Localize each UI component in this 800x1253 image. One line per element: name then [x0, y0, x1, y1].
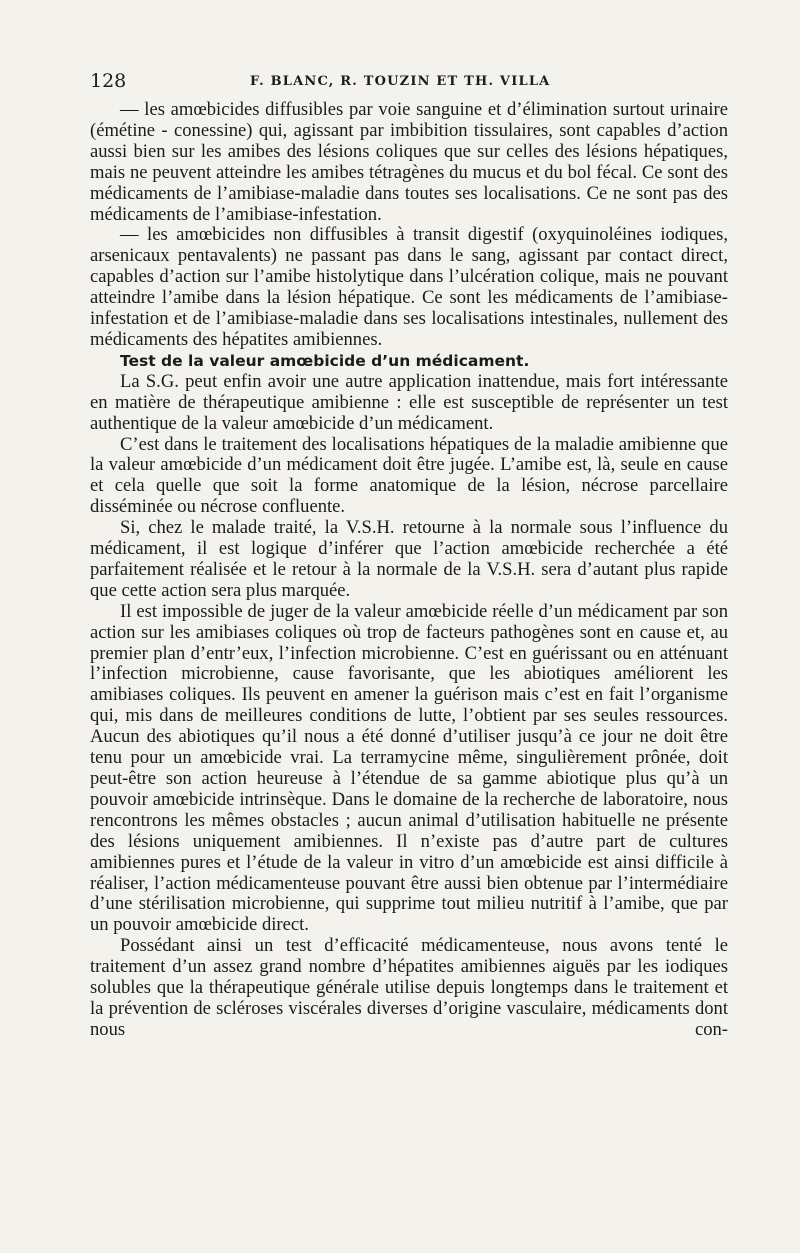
page-header — [90, 70, 730, 94]
body-text — [90, 100, 728, 1041]
paragraph: — les amœbicides diffusibles par voie sanguine et d’élimination surtout urinaire (émétine - conessine) qui, agissant par imbibition tissulaires, sont capables d’action aussi bien sur les amibes des lésions coliques que sur celles des lésions hépatiques, mais ne peuvent atteindre les amibes tétragènes du mucus et du bol fécal. Ce sont des médicaments de l’amibiase-maladie dans toutes ses localisations. Ce ne sont pas des médicaments de l’amibiase-infestation. — [90, 99, 728, 225]
paragraph: La S.G. peut enfin avoir une autre application inattendue, mais fort intéressante en matière de thérapeutique amibienne : elle est susceptible de représenter un test authentique de la valeur amœbicide d’un médicament. — [90, 370, 728, 434]
paragraph: — les amœbicides non diffusibles à transit digestif (oxyquinoléines iodiques, arsenicaux pentavalents) ne passant pas dans le sang, agissant par contact direct, capables d’action sur l’amibe histolytique dans l’ulcération colique, mais ne pouvant atteindre l’amibe dans la lésion hépatique. Ce sont les médicaments de l’amibiase-infestation et de l’amibiase-maladie dans ses localisations intestinales, nullement des médicaments des hépatites amibiennes. — [90, 224, 728, 350]
section-heading: Test de la valeur amœbicide d’un médicament. — [120, 351, 530, 370]
running-head: F. BLANC, R. TOUZIN ET TH. VILLA — [250, 74, 551, 89]
paragraph: Possédant ainsi un test d’efficacité médicamenteuse, nous avons tenté le traitement d’un assez grand nombre d’hépatites amibiennes aiguës par les iodiques solubles que la thérapeutique générale utilise depuis longtemps dans le traitement et la prévention de scléroses viscérales diverses d’origine vasculaire, médicaments dont nous con- — [90, 935, 728, 1040]
paragraph: C’est dans le traitement des localisations hépatiques de la maladie amibienne que la valeur amœbicide d’un médicament doit être jugée. L’amibe est, là, seule en cause et cela quelle que soit la forme anatomique de la lésion, nécrose parcellaire disséminée ou nécrose confluente. — [90, 433, 728, 518]
paragraph: Si, chez le malade traité, la V.S.H. retourne à la normale sous l’influence du médicament, il est logique d’inférer que l’action amœbicide recherchée a été parfaitement réalisée et le retour à la normale de la V.S.H. sera d’autant plus rapide que cette action sera plus marquée. — [90, 517, 728, 601]
paragraph: Il est impossible de juger de la valeur amœbicide réelle d’un médicament par son action sur les amibiases coliques où trop de facteurs pathogènes sont en cause et, au premier plan d’entr’eux, l’infection microbienne. C’est en guérissant ou en atténuant l’infection microbienne, cause favorisante, que les abiotiques améliorent les amibiases coliques. Ils peuvent en amener la guérison mais c’est en fait l’organisme qui, mis dans de meilleures conditions de lutte, l’obtient par ses seules ressources. Aucun des abiotiques qu’il nous a été donné d’utiliser jusqu’à ce jour ne doit être tenu pour un amœbicide vrai. La terramycine même, singulièrement prônée, doit peut-être son action heureuse à l’étendue de sa gamme abiotique plus qu’à un pouvoir amœbicide intrinsèque. Dans le domaine de la recherche de laboratoire, nous rencontrons les mêmes obstacles ; aucun animal d’utilisation habituelle ne présente des lésions uniquement amibiennes. Il n’existe pas d’autre part de cultures amibiennes pures et l’étude de la valeur in vitro d’un amœbicide est ainsi difficile à réaliser, l’action médicamenteuse pouvant être aussi bien obtenue par l’intermédiaire d’une stérilisation microbienne, qui supprime tout milieu nutritif à l’amibe, que par un pouvoir amœbicide direct. — [90, 600, 728, 936]
page-number: 128 — [90, 70, 127, 92]
